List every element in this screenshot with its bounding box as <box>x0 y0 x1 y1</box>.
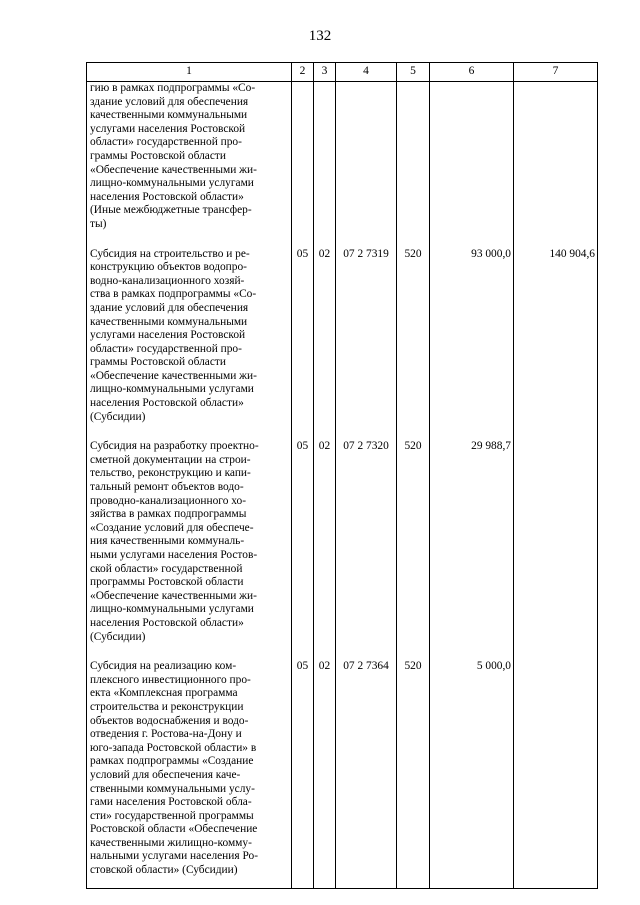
description-line: (Иные межбюджетные трансфер- <box>90 204 252 217</box>
description-line: отведения г. Ростова-на-Дону и <box>90 728 242 741</box>
amount-col7 <box>514 82 598 242</box>
description-line: проводно-канализационного хо- <box>90 494 246 507</box>
description-line: сметной документации на строи- <box>90 453 251 466</box>
description-line: нальными услугами населения Ро- <box>90 850 259 863</box>
target-article-code: 07 2 7364 <box>336 654 397 888</box>
description-line: населения Ростовской области» <box>90 616 244 629</box>
description-line: услугами населения Ростовской <box>90 329 246 342</box>
description-line: водно-канализационного хозяй- <box>90 274 245 287</box>
column-header: 3 <box>314 63 336 82</box>
description-line: программы Ростовской области <box>90 576 244 589</box>
amount-col6 <box>430 82 514 242</box>
column-header: 6 <box>430 63 514 82</box>
description-line: Субсидия на строительство и ре- <box>90 247 250 260</box>
target-article-code <box>336 82 397 242</box>
target-article-code: 07 2 7320 <box>336 434 397 654</box>
section-code: 05 <box>292 654 314 888</box>
description-line: ства в рамках подпрограммы «Со- <box>90 288 257 301</box>
description-line: области» государственной про- <box>90 342 242 355</box>
budget-table <box>86 62 598 889</box>
description-line: плексного инвестиционного про- <box>90 673 251 686</box>
description-line: ты) <box>90 217 107 230</box>
description-line: здание условий для обеспечения <box>90 95 249 108</box>
description-line: стовской области» (Субсидии) <box>90 864 238 877</box>
description-line: населения Ростовской области» <box>90 190 244 203</box>
description-line: гию в рамках подпрограммы «Со- <box>90 82 256 94</box>
description-line: качественными коммунальными <box>90 109 248 122</box>
page-number: 132 <box>308 28 332 44</box>
amount-col6: 93 000,0 <box>430 242 514 435</box>
subsection-code <box>314 82 336 242</box>
table-row <box>87 434 598 654</box>
description-line: качественными жилищно-комму- <box>90 836 252 849</box>
amount-col7: 140 904,6 <box>514 242 598 435</box>
target-article-code: 07 2 7319 <box>336 242 397 435</box>
row-description <box>87 82 292 242</box>
description-line: (Субсидии) <box>90 630 146 643</box>
description-line: ской области» государственной <box>90 562 243 575</box>
section-code <box>292 82 314 242</box>
description-line: ственными коммунальными услу- <box>90 782 255 795</box>
description-line: сти» государственной программы <box>90 809 254 822</box>
description-line: «Обеспечение качественными жи- <box>90 369 257 382</box>
description-line: Субсидия на разработку проектно- <box>90 440 259 453</box>
description-line: тальный ремонт объектов водо- <box>90 481 244 494</box>
description-line: «Создание условий для обеспече- <box>90 521 254 534</box>
description-line: условий для обеспечения каче- <box>90 768 241 781</box>
description-line: Ростовской области «Обеспечение <box>90 823 258 836</box>
description-line: объектов водоснабжения и водо- <box>90 714 249 727</box>
description-line: (Субсидии) <box>90 410 146 423</box>
description-line: ными услугами населения Ростов- <box>90 549 258 561</box>
row-description <box>87 434 292 654</box>
table-row <box>87 82 598 242</box>
description-line: области» государственной про- <box>90 136 242 149</box>
description-line: зяйства в рамках подпрограммы <box>90 508 247 521</box>
description-line: «Обеспечение качественными жи- <box>90 589 257 602</box>
section-code: 05 <box>292 434 314 654</box>
description-line: граммы Ростовской области <box>90 149 226 162</box>
expense-type-code <box>397 82 430 242</box>
description-line: «Обеспечение качественными жи- <box>90 163 257 176</box>
table-row <box>87 654 598 888</box>
amount-col6: 5 000,0 <box>430 654 514 888</box>
description-line: юго-запада Ростовской области» в <box>90 741 257 754</box>
subsection-code: 02 <box>314 434 336 654</box>
description-line: лищно-коммунальными услугами <box>90 383 254 396</box>
description-line: услугами населения Ростовской <box>90 122 246 135</box>
description-line: Субсидия на реализацию ком- <box>90 660 237 673</box>
subsection-code: 02 <box>314 654 336 888</box>
description-line: ния качественными коммуналь- <box>90 535 245 548</box>
column-header: 2 <box>292 63 314 82</box>
column-header: 1 <box>87 63 292 82</box>
expense-type-code: 520 <box>397 654 430 888</box>
description-line: качественными коммунальными <box>90 315 248 328</box>
amount-col6: 29 988,7 <box>430 434 514 654</box>
amount-col7 <box>514 434 598 654</box>
description-line: гами населения Ростовской обла- <box>90 796 252 809</box>
section-code: 05 <box>292 242 314 435</box>
row-description <box>87 242 292 435</box>
expense-type-code: 520 <box>397 242 430 435</box>
column-header: 7 <box>514 63 598 82</box>
description-line: строительства и реконструкции <box>90 700 244 713</box>
description-line: населения Ростовской области» <box>90 397 244 410</box>
description-line: конструкцию объектов водопро- <box>90 261 247 274</box>
column-header: 4 <box>336 63 397 82</box>
description-line: лищно-коммунальными услугами <box>90 177 254 190</box>
description-line: тельство, реконструкцию и капи- <box>90 467 251 480</box>
table-header-row <box>87 63 598 82</box>
description-line: рамках подпрограммы «Создание <box>90 755 254 768</box>
expense-type-code: 520 <box>397 434 430 654</box>
amount-col7 <box>514 654 598 888</box>
description-line: здание условий для обеспечения <box>90 301 249 314</box>
description-line: граммы Ростовской области <box>90 356 226 369</box>
table-row <box>87 242 598 435</box>
description-line: лищно-коммунальными услугами <box>90 603 254 616</box>
description-line: екта «Комплексная программа <box>90 687 238 700</box>
row-description <box>87 654 292 888</box>
subsection-code: 02 <box>314 242 336 435</box>
column-header: 5 <box>397 63 430 82</box>
